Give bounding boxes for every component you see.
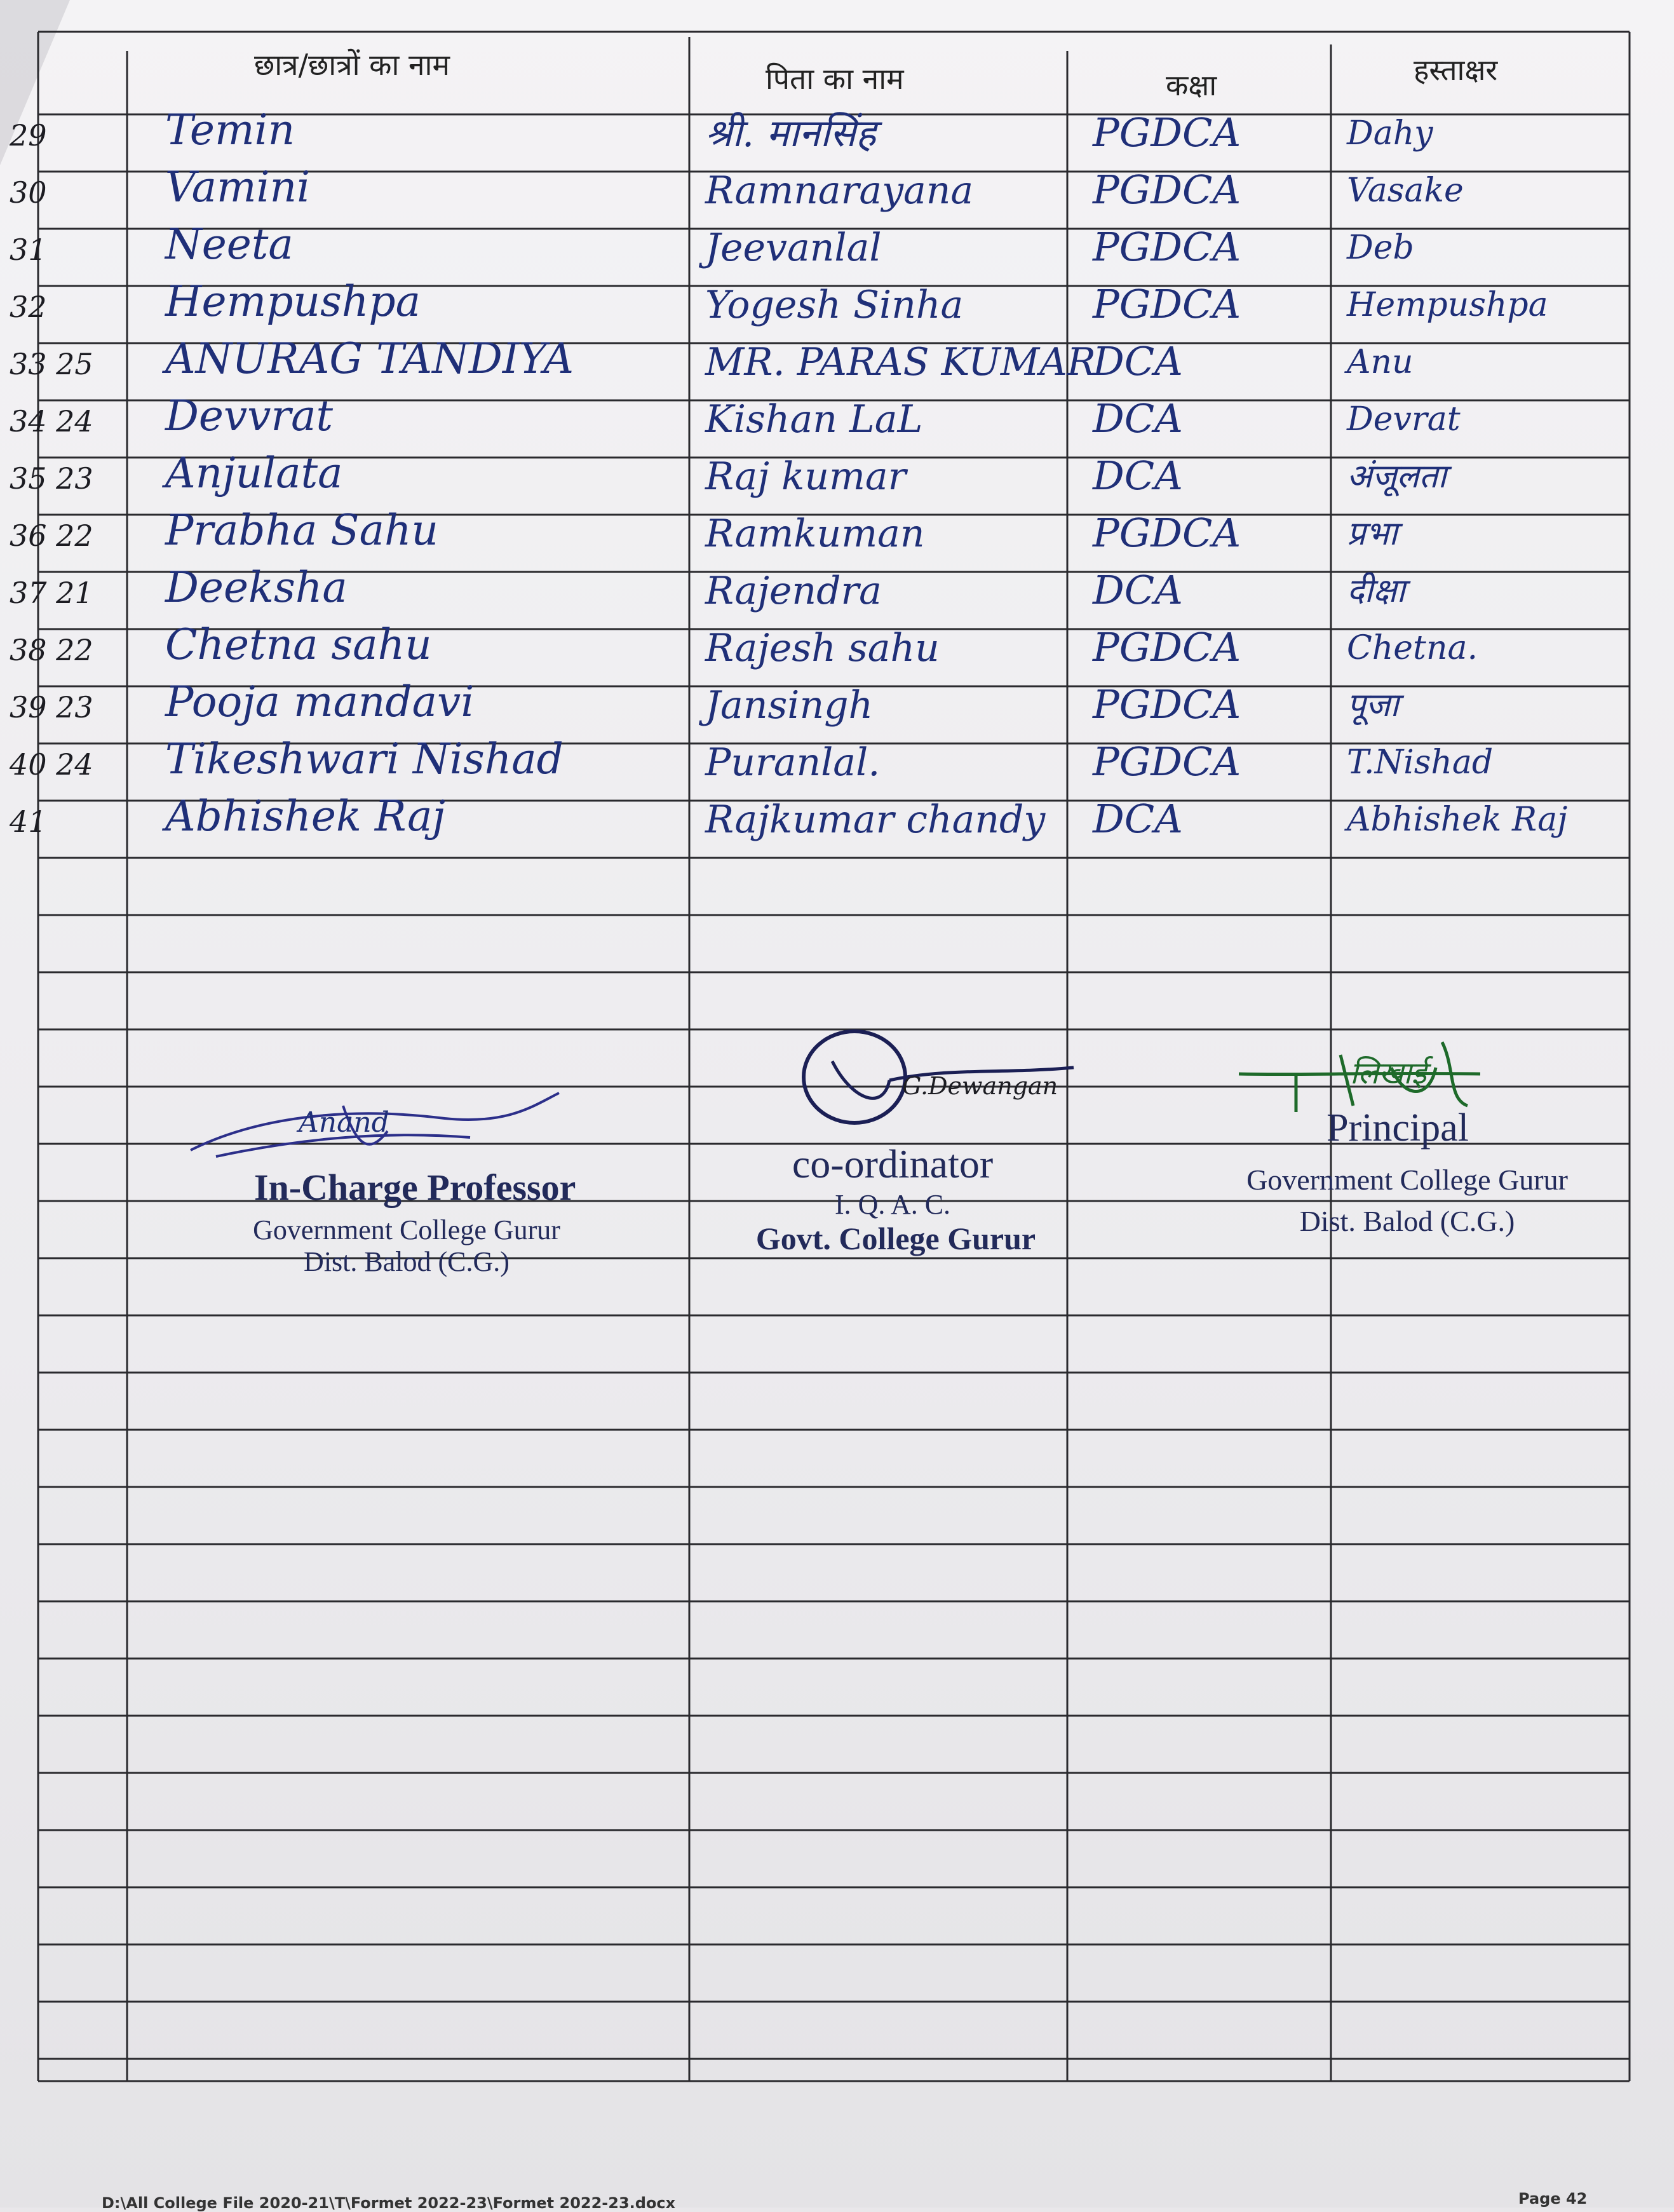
father-name: Jansingh xyxy=(705,683,874,728)
row-number: 34 24 xyxy=(10,404,93,438)
principal-line1: Government College Gurur xyxy=(1246,1164,1568,1196)
class-value: PGDCA xyxy=(1093,281,1241,327)
coordinator-line2: Govt. College Gurur xyxy=(755,1221,1036,1256)
father-name: Yogesh Sinha xyxy=(705,283,964,327)
father-name: Puranlal. xyxy=(705,740,881,785)
father-name: Rajesh sahu xyxy=(705,626,940,670)
row-number: 37 21 xyxy=(10,576,93,610)
student-name: Anjulata xyxy=(165,449,343,498)
class-value: DCA xyxy=(1093,452,1183,499)
student-name: Hempushpa xyxy=(165,277,421,326)
footer-page-number: Page 42 xyxy=(1518,2190,1588,2208)
father-name: Jeevanlal xyxy=(705,226,882,270)
class-value: PGDCA xyxy=(1093,738,1241,785)
student-name: Vamini xyxy=(165,163,311,212)
principal-title: Principal xyxy=(1326,1106,1469,1150)
row-number: 38 22 xyxy=(10,633,93,667)
father-name: MR. PARAS KUMAR xyxy=(705,340,1096,384)
footer-file-path: D:\All College File 2020-21\T\Formet 2022-23\Formet 2022-23.docx xyxy=(102,2194,676,2212)
student-name: ANURAG TANDIYA xyxy=(165,334,574,383)
header-father-name: पिता का नाम xyxy=(766,62,904,96)
header-signature: हस्ताक्षर xyxy=(1414,53,1498,87)
student-name: Chetna sahu xyxy=(165,620,432,669)
class-value: DCA xyxy=(1093,796,1183,842)
student-name: Prabha Sahu xyxy=(165,506,438,555)
father-name: Ramkuman xyxy=(705,512,925,556)
father-name: Raj kumar xyxy=(705,454,907,499)
row-number: 41 xyxy=(10,804,47,839)
principal-line2: Dist. Balod (C.G.) xyxy=(1299,1205,1515,1237)
principal-signature: लिखाई xyxy=(1349,1057,1427,1090)
signature-in-charge: Anand xyxy=(299,1106,389,1139)
father-name: Ramnarayana xyxy=(705,168,974,213)
coordinator-line1: I. Q. A. C. xyxy=(834,1189,951,1220)
father-name: श्री. मानसिंह xyxy=(705,111,876,156)
in-charge-line2: Dist. Balod (C.G.) xyxy=(304,1246,510,1277)
signature-value: Deb xyxy=(1347,229,1414,267)
student-name: Deeksha xyxy=(165,563,348,612)
signature-coordinator: G.Dewangan xyxy=(902,1072,1058,1100)
class-value: DCA xyxy=(1093,567,1183,613)
row-number: 30 xyxy=(10,175,47,210)
signature-value: Devrat xyxy=(1347,400,1461,438)
signature-value: Hempushpa xyxy=(1347,286,1548,324)
coordinator-title: co-ordinator xyxy=(792,1141,994,1186)
header-student-name: छात्र/छात्रों का नाम xyxy=(254,48,450,82)
row-number: 36 22 xyxy=(10,519,93,553)
signature-value: दीक्षा xyxy=(1347,572,1405,610)
student-name: Temin xyxy=(165,105,295,154)
row-number: 40 24 xyxy=(10,747,93,782)
signature-value: Dahy xyxy=(1347,114,1433,153)
row-number: 39 23 xyxy=(10,690,93,724)
signature-value: Abhishek Raj xyxy=(1347,801,1568,839)
student-name: Pooja mandavi xyxy=(165,677,475,726)
class-value: PGDCA xyxy=(1093,681,1241,728)
signature-value: Anu xyxy=(1347,343,1414,381)
class-value: PGDCA xyxy=(1093,166,1241,213)
row-number: 33 25 xyxy=(10,347,93,381)
in-charge-line1: Government College Gurur xyxy=(253,1214,560,1245)
row-number: 35 23 xyxy=(10,461,93,496)
signature-value: Chetna. xyxy=(1347,629,1478,667)
signature-value: पूजा xyxy=(1347,686,1399,724)
signature-value: T.Nishad xyxy=(1347,743,1494,782)
class-value: PGDCA xyxy=(1093,109,1241,156)
class-value: PGDCA xyxy=(1093,510,1241,556)
student-name: Devvrat xyxy=(165,391,333,440)
header-class: कक्षा xyxy=(1166,68,1217,102)
father-name: Kishan LaL xyxy=(705,397,923,442)
signature-value: Vasake xyxy=(1347,172,1464,210)
signature-value: अंजूलता xyxy=(1347,458,1447,496)
signature-value: प्रभा xyxy=(1347,515,1398,553)
class-value: PGDCA xyxy=(1093,224,1241,270)
row-number: 32 xyxy=(10,290,47,324)
class-value: PGDCA xyxy=(1093,624,1241,670)
row-number: 31 xyxy=(10,233,47,267)
class-value: DCA xyxy=(1093,395,1183,442)
father-name: Rajendra xyxy=(705,569,882,613)
class-value: DCA xyxy=(1093,338,1183,384)
student-name: Neeta xyxy=(165,220,294,269)
in-charge-title: In-Charge Professor xyxy=(254,1167,576,1208)
father-name: Rajkumar chandy xyxy=(705,797,1046,842)
row-number: 29 xyxy=(10,118,47,153)
student-name: Tikeshwari Nishad xyxy=(165,735,564,784)
student-name: Abhishek Raj xyxy=(165,792,445,841)
